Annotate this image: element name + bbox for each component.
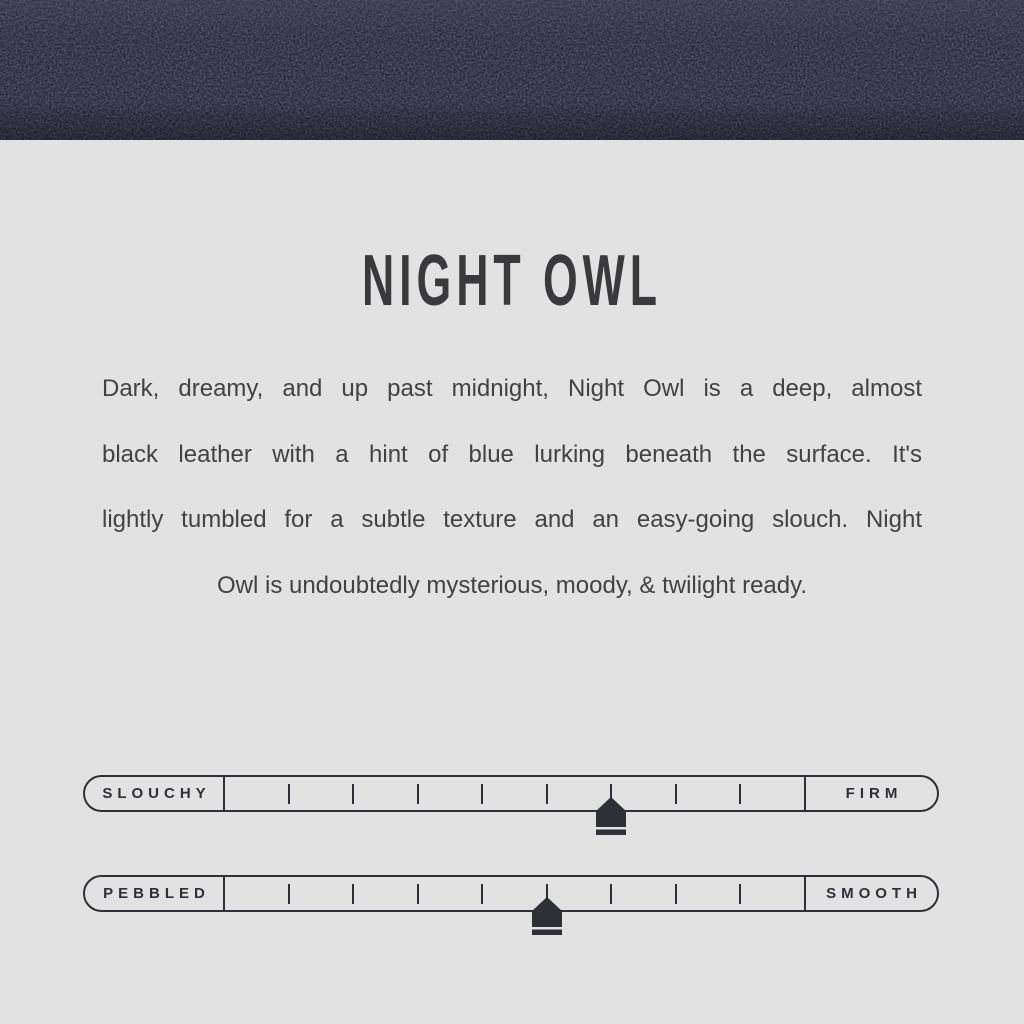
firmness-scale-track <box>225 777 804 810</box>
firmness-scale-right-label: FIRM <box>804 777 937 810</box>
scale-tick <box>352 784 354 804</box>
texture-scale-left-label: PEBBLED <box>85 877 225 910</box>
scale-tick <box>546 784 548 804</box>
description-line: lightly tumbled for a subtle texture and an easy-going slouch. Night <box>102 506 922 533</box>
scale-tick <box>481 884 483 904</box>
scale-tick <box>288 784 290 804</box>
leather-swatch-photo <box>0 0 1024 140</box>
description-line: Dark, dreamy, and up past midnight, Night Owl is a deep, almost <box>102 375 922 402</box>
scale-tick <box>610 884 612 904</box>
product-name-title: NIGHT OWL <box>361 241 663 321</box>
scale-tick <box>417 784 419 804</box>
description-line: black leather with a hint of blue lurking beneath the surface. It's <box>102 440 922 468</box>
firmness-scale-pill <box>83 775 939 812</box>
texture-scale-track <box>225 877 804 910</box>
texture-scale-right-label: SMOOTH <box>804 877 937 910</box>
scale-tick <box>739 884 741 904</box>
scale-tick <box>675 784 677 804</box>
texture-position-marker <box>532 897 562 935</box>
firmness-scale <box>83 775 939 812</box>
texture-scale-pill <box>83 875 939 912</box>
scale-tick <box>675 884 677 904</box>
firmness-position-marker <box>596 797 626 835</box>
scale-tick <box>739 784 741 804</box>
product-description <box>102 356 922 618</box>
description-line: Owl is undoubtedly mysterious, moody, & twilight ready. <box>216 571 808 599</box>
scale-tick <box>417 884 419 904</box>
scale-tick <box>352 884 354 904</box>
scale-tick <box>481 784 483 804</box>
page-title <box>0 241 1024 321</box>
scale-tick <box>288 884 290 904</box>
firmness-scale-left-label: SLOUCHY <box>85 777 225 810</box>
texture-scale <box>83 875 939 912</box>
